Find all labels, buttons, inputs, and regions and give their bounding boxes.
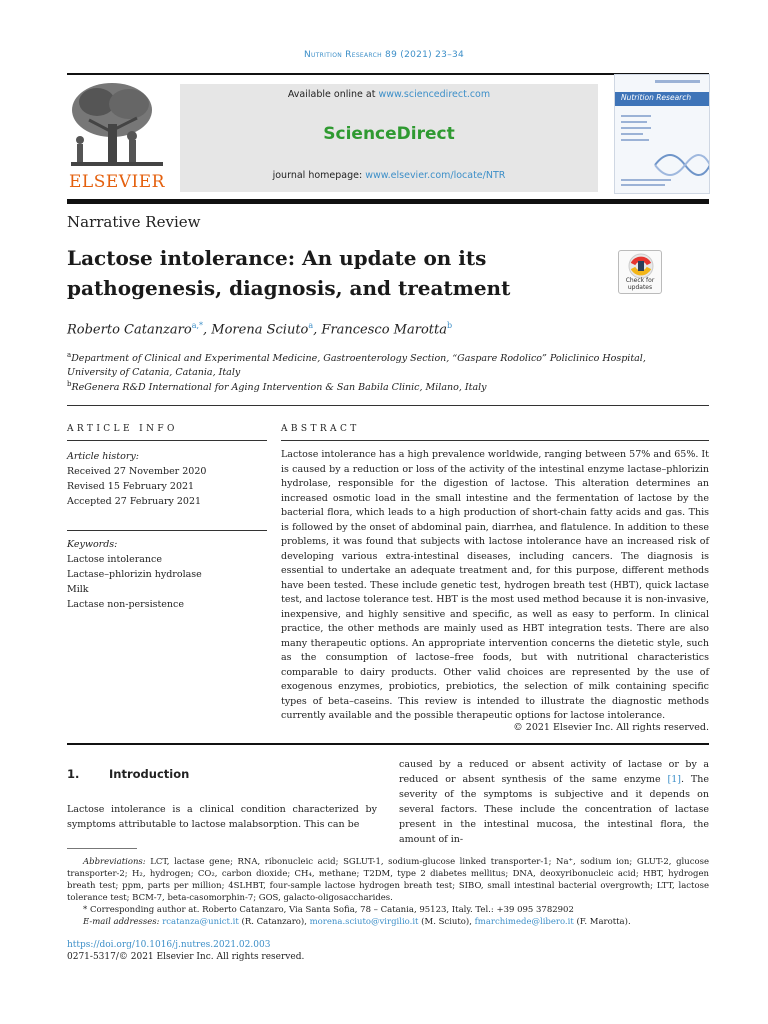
introduction-text: caused by a reduced or absent activity of lactase or by a reduced or absent synthesis of the same enzyme <box>399 759 709 785</box>
affiliation-text: ReGenera R&D International for Aging Intervention & San Babila Clinic, Milano, Italy <box>71 382 487 394</box>
elsevier-logo[interactable] <box>67 80 167 192</box>
header-top-rule <box>67 73 709 75</box>
keyword: Lactase–phlorizin hydrolase <box>67 569 202 580</box>
affiliation-b <box>67 377 687 395</box>
email-label: E-mail addresses: <box>83 917 160 927</box>
section-number: 1. <box>67 767 80 781</box>
available-prefix: Available online at <box>287 89 379 100</box>
keywords-label: Keywords: <box>67 539 118 550</box>
abbreviations-text: LCT, lactase gene; RNA, ribonucleic acid; SGLUT-1, sodium-glucose linked transporter-1; Na⁺, sodium ion; GLUT-2, glucose transporter-2; H₂, hydrogen; CO₂, carbon dioxide; CH₄, methane; T2DM, type 2 diabetes mellitus; DNA, deoxyribonucleic acid; HBT, hydrogen breath test; ppm, parts per million; 4SLHBT, four-sample lactose hydrogen breath test; SIBO, small intestinal bacterial overgrowth; LTT, lactose tolerance test; BCM-7, beta-casomorphin-7; GOS, galacto-oligosaccharides. <box>67 857 709 903</box>
author-list: Roberto Catanzaro$^{a,*}$, Morena Sciuto$^a$, Francesco Marotta$^b$ <box>67 321 453 338</box>
keywords-rule <box>67 530 267 531</box>
affiliation-text: Department of Clinical and Experimental Medicine, Gastroenterology Section, “Gaspare Rodolico” Policlinico Hospital, University of Catania, Catania, Italy <box>67 353 646 379</box>
tree-icon <box>67 80 167 172</box>
author-name[interactable]: Roberto Catanzaro <box>67 322 192 338</box>
introduction-col2 <box>399 757 709 847</box>
journal-homepage-link[interactable]: www.elsevier.com/locate/NTR <box>365 170 506 181</box>
affiliation-mark: a <box>67 351 72 359</box>
article-info-heading: ARTICLE INFO <box>67 424 178 434</box>
abstract-heading: ABSTRACT <box>281 424 360 434</box>
author-mark[interactable]: a <box>308 321 314 330</box>
affiliation-a <box>67 348 687 380</box>
history-label: Article history: <box>67 451 139 462</box>
article-history <box>67 449 267 509</box>
footnote-rule <box>67 848 137 849</box>
history-received: Received 27 November 2020 <box>67 466 207 477</box>
article-type: Narrative Review <box>67 213 201 231</box>
keyword: Milk <box>67 584 89 595</box>
keywords <box>67 537 267 612</box>
corresponding-author: * Corresponding author at. Roberto Catanzaro, Via Santa Sofia, 78 – Catania, 95123, Italy. Tel.: +39 095 3782902 <box>83 905 574 915</box>
issn-line: 0271-5317/© 2021 Elsevier Inc. All rights reserved. <box>67 952 305 962</box>
cover-title: Nutrition Research <box>621 93 692 102</box>
affiliation-mark: b <box>67 380 72 388</box>
check-updates-label: Check for updates <box>625 277 655 291</box>
email-link[interactable]: rcatanza@unict.it <box>162 917 239 927</box>
journal-homepage <box>180 170 598 181</box>
header-bottom-rule <box>67 199 709 204</box>
sciencedirect-link[interactable]: www.sciencedirect.com <box>378 89 491 100</box>
check-for-updates-button[interactable] <box>618 250 662 294</box>
reference-link[interactable]: [1] <box>667 774 681 785</box>
email-owner: (M. Sciuto), <box>418 917 475 927</box>
journal-reference[interactable]: Nutrition Research 89 (2021) 23–34 <box>303 50 465 60</box>
article-title: Lactose intolerance: An update on its pathogenesis, diagnosis, and treatment <box>67 246 511 300</box>
introduction-col1: Lactose intolerance is a clinical condition characterized by symptoms attributable to lactose malabsorption. This can be <box>67 804 377 830</box>
email-owner: (F. Marotta). <box>573 917 631 927</box>
available-online <box>180 89 598 100</box>
abstract-text: Lactose intolerance has a high prevalence worldwide, ranging between 57% and 65%. It is caused by a reduction or loss of the activity of the intestinal enzyme lactase–phlorizin hydrolase, responsible for the digestion of lactose. This alteration determines an increased osmotic load in the small intestine and the fermentation of lactose by the bacterial flora, which leads to a high production of short-chain fatty acids and gas. This is followed by the onset of abdominal pain, diarrhea, and flatulence. In addition to these problems, it was found that subjects with lactose intolerance have an increased risk of developing various extra-intestinal diseases, including cancers. The diagnosis is essential to undertake an adequate treatment and, for this purpose, different methods have been tested. These include genetic test, hydrogen breath test (HBT), quick lactase test, and lactose tolerance test. HBT is the most used method because it is non-invasive, inexpensive, and highly sensitive and specific, as well as easy to perform. In clinical practice, the other methods are mainly used as HBT integration tests. There are also many therapeutic options. An appropriate intervention concerns the dietetic style, such as the consumption of lactose–free foods, but with nutritional characteristics comparable to dairy products. Other valid choices are represented by the use of exogenous enzymes, probiotics, prebiotics, the selection of milk containing specific types of beta–caseins. This review is intended to illustrate the diagnostic methods currently available and the possible therapeutic options for lactose intolerance. <box>281 449 709 721</box>
abbreviations-footnote <box>67 856 709 904</box>
email-link[interactable]: morena.sciuto@virgilio.it <box>309 917 419 927</box>
author-name[interactable]: Morena Sciuto <box>211 322 309 338</box>
author-name[interactable]: Francesco Marotta <box>321 322 447 338</box>
email-link[interactable]: fmarchimede@libero.it <box>474 917 574 927</box>
publisher-name: ELSEVIER <box>69 172 165 192</box>
abstract-rule <box>281 440 709 441</box>
doi-link[interactable]: https://doi.org/10.1016/j.nutres.2021.02.003 <box>67 940 271 950</box>
abstract-copyright: © 2021 Elsevier Inc. All rights reserved. <box>513 722 709 733</box>
history-accepted: Accepted 27 February 2021 <box>67 496 202 507</box>
dna-helix-icon <box>615 75 710 194</box>
abbreviations-label: Abbreviations: <box>83 857 146 867</box>
keyword: Lactose intolerance <box>67 554 162 565</box>
body-rule <box>67 743 709 745</box>
email-owner: (R. Catanzaro), <box>238 917 310 927</box>
email-addresses <box>67 916 709 928</box>
homepage-prefix: journal homepage: <box>272 170 366 181</box>
sciencedirect-logo[interactable]: ScienceDirect <box>323 124 455 144</box>
sciencedirect-banner <box>180 84 598 192</box>
affiliation-rule <box>67 405 709 406</box>
introduction-text: . The severity of the symptoms is subjective and it depends on several factors. These include the concentration of lactase present in the intestinal mucosa, the intestinal flora, the amount of in- <box>399 774 709 845</box>
history-revised: Revised 15 February 2021 <box>67 481 195 492</box>
author-mark[interactable]: b <box>446 321 453 330</box>
section-heading-introduction <box>67 767 189 781</box>
article-info-rule <box>67 440 267 441</box>
section-title: Introduction <box>109 767 190 781</box>
author-mark[interactable]: a,* <box>191 321 204 330</box>
journal-cover-thumbnail[interactable] <box>614 74 710 194</box>
footnotes <box>67 856 709 928</box>
keyword: Lactase non-persistence <box>67 599 184 610</box>
